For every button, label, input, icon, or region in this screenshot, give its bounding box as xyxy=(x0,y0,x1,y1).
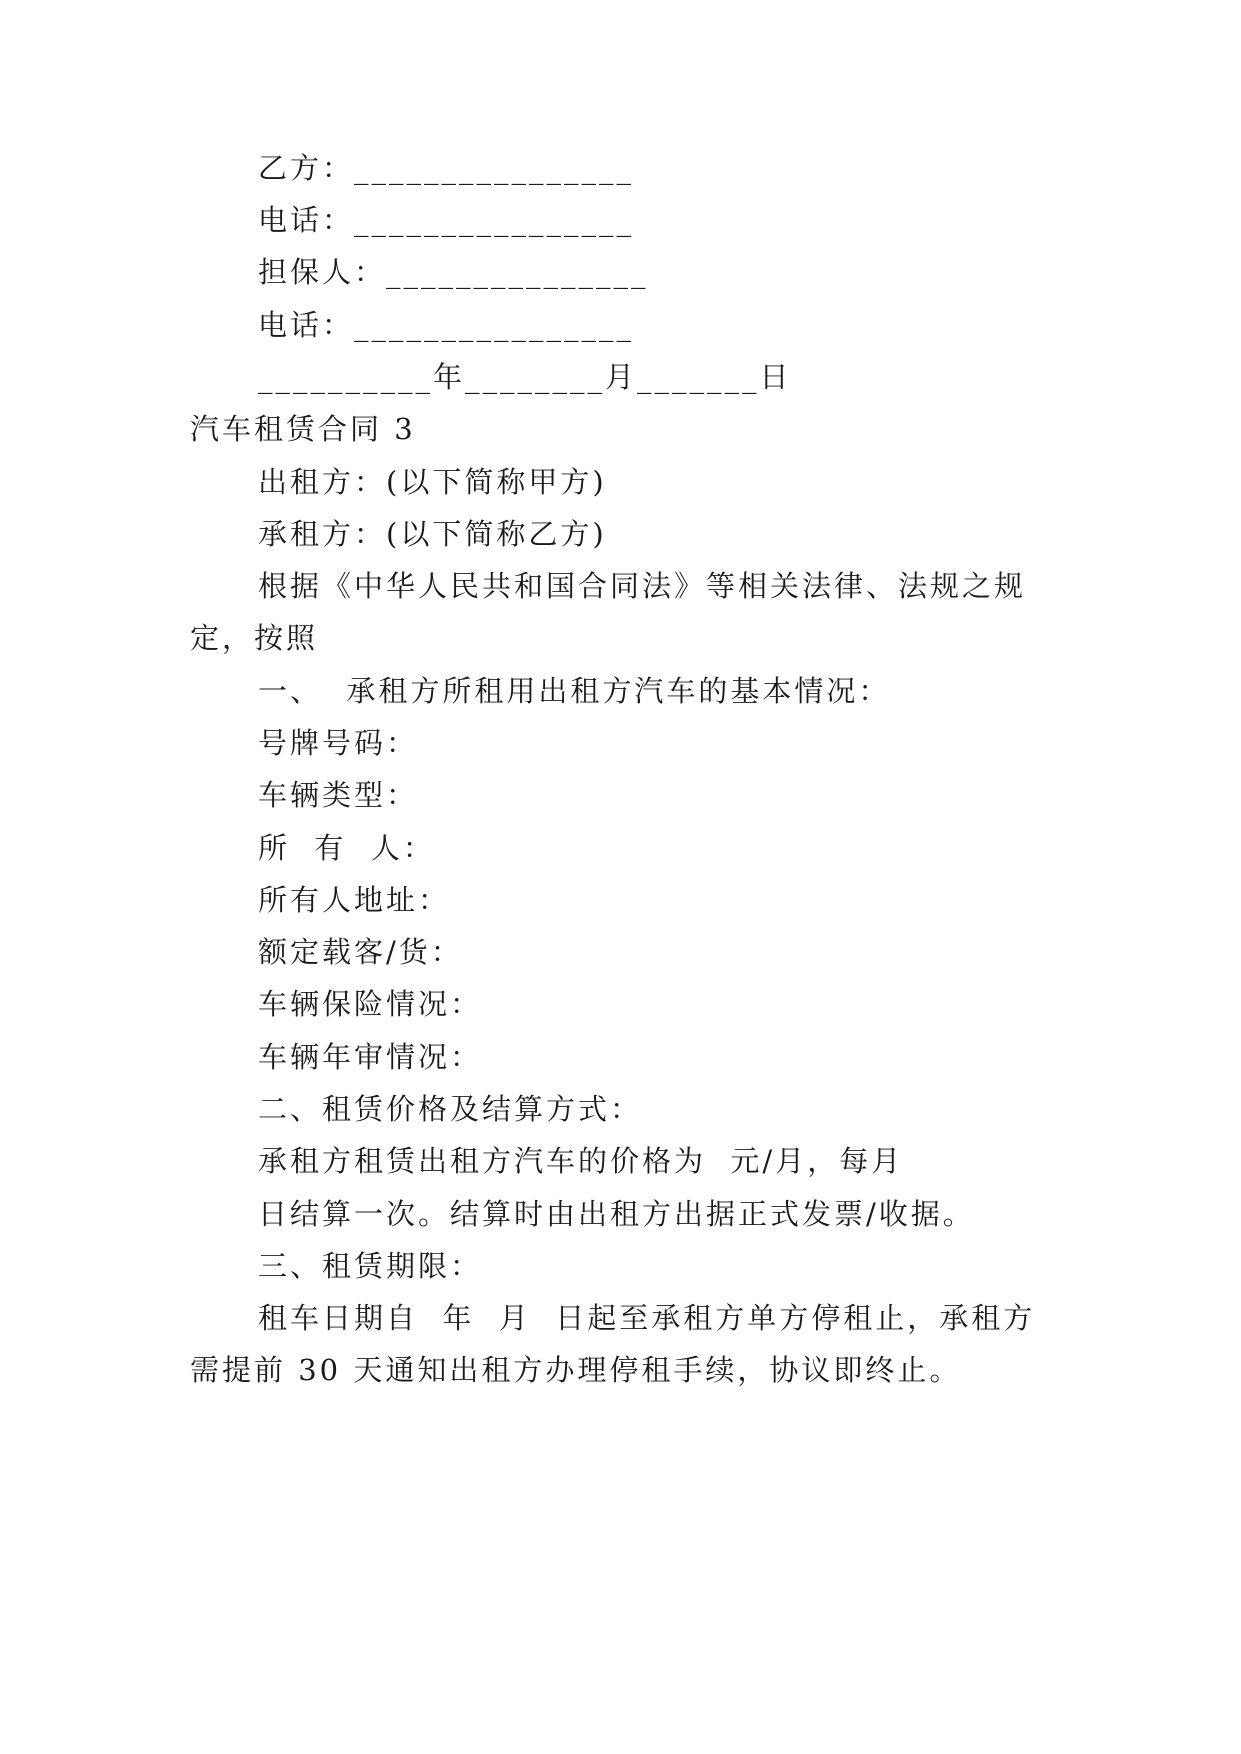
guarantor-signature-line: 担保人：_______________ xyxy=(258,255,649,289)
section-3-heading: 三、租赁期限： xyxy=(258,1249,483,1283)
section-2-heading: 二、租赁价格及结算方式： xyxy=(258,1092,643,1126)
signature-date-line: __________年________月_______日 xyxy=(258,360,792,394)
term-line-2: 需提前 30 天通知出租方办理停租手续，协议即终止。 xyxy=(190,1353,962,1387)
price-line-2: 日结算一次。结算时由出租方出据正式发票/收据。 xyxy=(258,1197,975,1231)
preamble-line-2: 定，按照 xyxy=(190,621,319,655)
lessor-line: 出租方：(以下简称甲方) xyxy=(258,465,607,499)
document-title: 汽车租赁合同 3 xyxy=(190,412,416,446)
preamble-line-1: 根据《中华人民共和国合同法》等相关法律、法规之规 xyxy=(258,569,1027,603)
plate-number-field: 号牌号码： xyxy=(258,726,419,760)
term-line-1: 租车日期自 年 月 日起至承租方单方停租止，承租方 xyxy=(258,1301,1036,1335)
section-1-heading: 一、 承租方所租用出租方汽车的基本情况： xyxy=(258,674,891,708)
owner-field: 所 有 人： xyxy=(258,831,435,865)
price-line-1: 承租方租赁出租方汽车的价格为 元/月，每月 xyxy=(258,1144,904,1178)
guarantor-phone-line: 电话：________________ xyxy=(258,308,635,342)
insurance-field: 车辆保险情况： xyxy=(258,987,483,1021)
party-b-signature-line: 乙方：________________ xyxy=(258,151,635,185)
vehicle-type-field: 车辆类型： xyxy=(258,778,419,812)
annual-inspection-field: 车辆年审情况： xyxy=(258,1040,483,1074)
lessee-line: 承租方：(以下简称乙方) xyxy=(258,517,607,551)
phone-signature-line: 电话：________________ xyxy=(258,203,635,237)
capacity-field: 额定载客/货： xyxy=(258,935,463,969)
owner-address-field: 所有人地址： xyxy=(258,883,451,917)
